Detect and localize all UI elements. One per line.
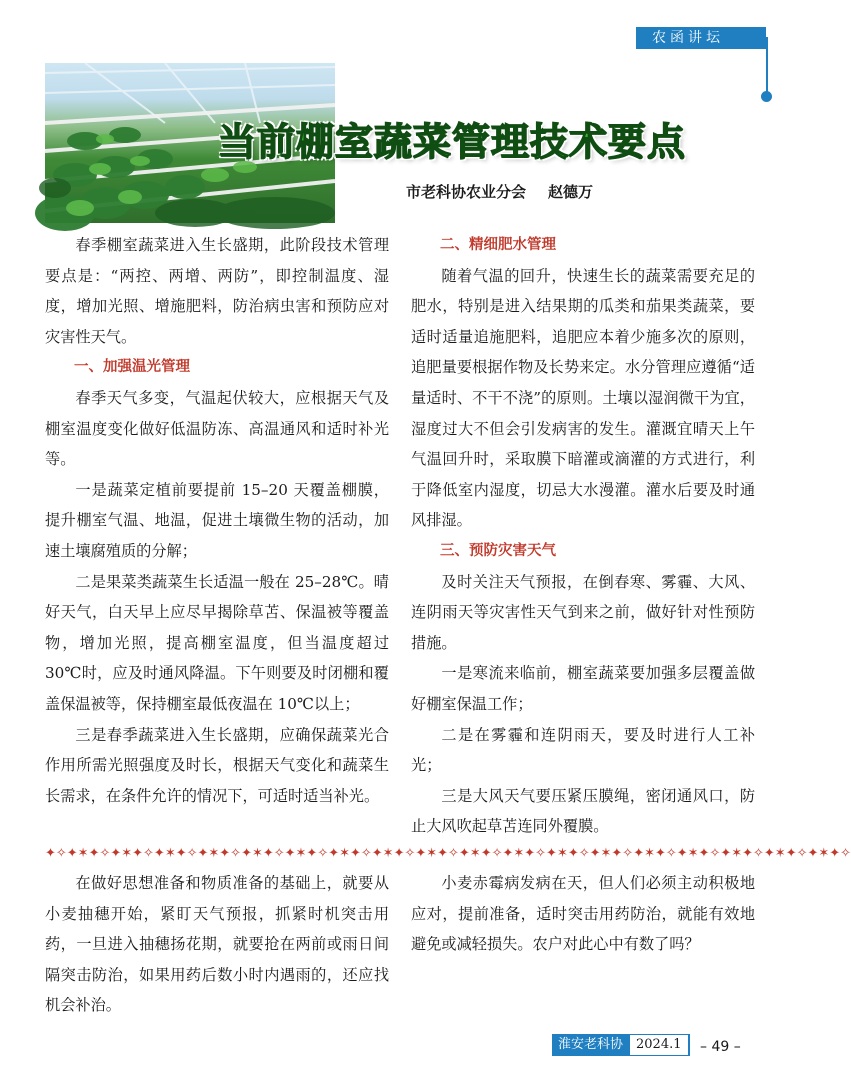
issue-date: 2024.1 xyxy=(629,1034,689,1056)
paragraph: 一是寒流来临前，棚室蔬菜要加强多层覆盖做好棚室保温工作； xyxy=(411,664,755,713)
paragraph: 一是蔬菜定植前要提前 15–20 天覆盖棚膜，提升棚室气温、地温，促进土壤微生物的活动，加速土壤腐殖质的分解； xyxy=(45,480,389,560)
author-org: 市老科协农业分会 xyxy=(406,183,527,201)
paragraph: 春季天气多变，气温起伏较大，应根据天气及棚室温度变化做好低温防冻、高温通风和适时补光等。 xyxy=(45,388,389,469)
footer-badge xyxy=(552,1034,690,1056)
paragraph: 二是在雾霾和连阴雨天，要及时进行人工补光； xyxy=(411,725,755,775)
tag-connector-line xyxy=(740,37,768,39)
section-heading: 三、预防灾害天气 xyxy=(440,542,556,559)
paragraph: 及时关注天气预报，在倒春寒、雾霾、大风、连阴雨天等灾害性天气到来之前，做好针对性预防措施。 xyxy=(411,572,755,652)
section-heading: 二、精细肥水管理 xyxy=(440,237,556,253)
article-title: 当前棚室蔬菜管理技术要点 xyxy=(218,120,687,164)
paragraph: 三是春季蔬菜进入生长盛期，应确保蔬菜光合作用所需光照强度及时长，根据天气变化和蔬菜生长需求，在条件允许的情况下，可适时适当补光。 xyxy=(45,725,389,805)
column-tag: 农函讲坛 xyxy=(636,27,766,49)
paragraph: 在做好思想准备和物质准备的基础上，就要从小麦抽穗开始，紧盯天气预报，抓紧时机突击用药，一旦进入抽穗扬花期，就要抢在两前或雨日间隔突击防治，如果用药后数小时内遇雨的，还应找机会补治。 xyxy=(45,874,389,1015)
tag-dot-icon xyxy=(761,91,772,102)
paragraph: 随着气温的回升，快速生长的蔬菜需要充足的肥水，特别是进入结果期的瓜类和茄果类蔬菜，要适时适量追施肥料，追肥应本着少施多次的原则，追肥量要根据作物及长势来定。水分管理应遵循“适量适时、不干不浇”的原则。土壤以湿润微干为宜，湿度过大不但会引发病害的发生。灌溉宜晴天上午气温回升时，采取膜下暗灌或滴灌的方式进行，利于降低室内湿度，切忌大水漫灌。灌水后要及时通风排湿。 xyxy=(411,266,755,530)
star-divider: ✦✧✦✶✦✧✦✶✦✧✦✶✦✧✦✶✦✧✦✶✦✧✦✶✦✧✦✶✦✧✦✶✦✧✦✶✦✧✦✶✦✧✦✶✦✧✦✶✦✧✦✶✦✧✦✶✦✧✦✶✦✧✦✶✦✧✦✶✦✧✦✶✦✧ xyxy=(45,846,851,861)
section-heading: 一、加强温光管理 xyxy=(74,359,190,376)
page-number: – 49 – xyxy=(700,1039,741,1055)
right-column xyxy=(411,230,755,842)
journal-name: 淮安老科协 xyxy=(558,1037,624,1052)
tag-vertical-line xyxy=(766,37,768,93)
paragraph: 二是果菜类蔬菜生长适温一般在 25–28℃。晴好天气，白天早上应尽早揭除草苫、保温被等覆盖物，增加光照，提高棚室温度，但当温度超过 30℃时，应及时通风降温。下午则要及时闭棚和覆盖保温被等，保持棚室最低夜温在 10℃以上； xyxy=(45,572,389,713)
bottom-left-column xyxy=(45,868,389,1021)
left-column xyxy=(45,230,389,811)
paragraph: 三是大风天气要压紧压膜绳，密闭通风口，防止大风吹起草苫连同外覆膜。 xyxy=(411,786,755,836)
author-name: 赵德万 xyxy=(548,183,594,201)
author-byline xyxy=(406,181,726,203)
paragraph: 小麦赤霉病发病在天，但人们必须主动积极地应对，提前准备，适时突击用药防治，就能有效地避免或减轻损失。农户对此心中有数了吗？ xyxy=(411,874,755,954)
bottom-right-column xyxy=(411,868,755,960)
intro-paragraph: 春季棚室蔬菜进入生长盛期，此阶段技术管理要点是：“两控、两增、两防”，即控制温度、湿度，增加光照、增施肥料，防治病虫害和预防应对灾害性天气。 xyxy=(45,236,389,346)
